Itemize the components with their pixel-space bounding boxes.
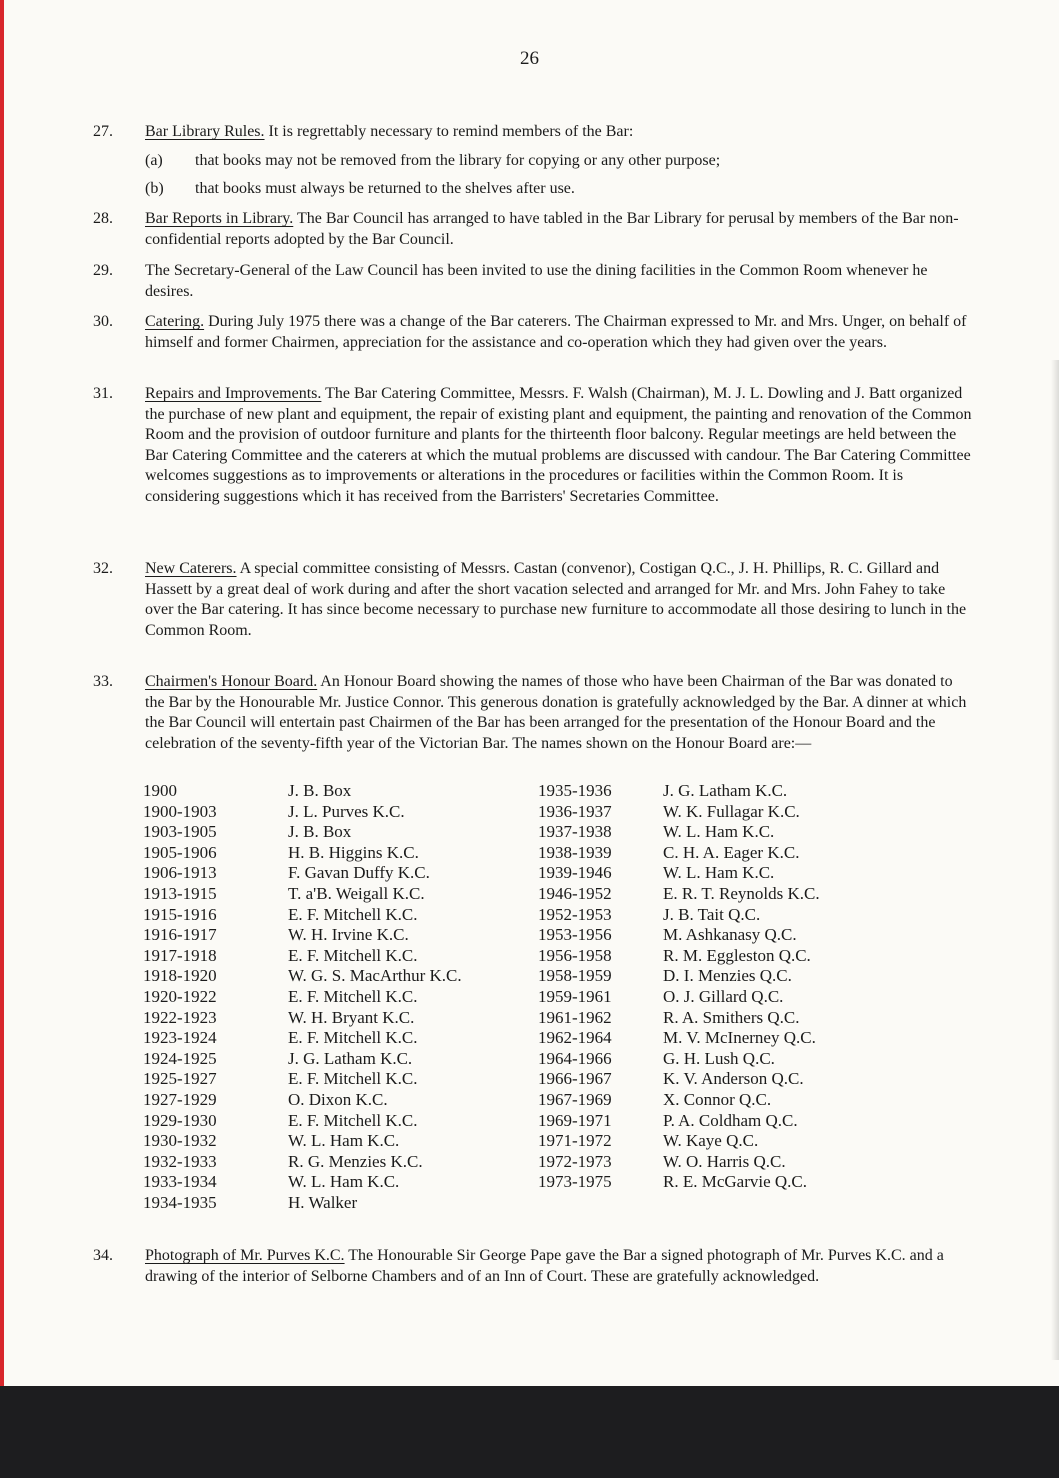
year-cell: 1961-1962 xyxy=(538,1007,612,1027)
year-cell: 1936-1937 xyxy=(538,801,612,821)
name-cell: E. F. Mitchell K.C. xyxy=(288,986,418,1006)
name-cell: W. K. Fullagar K.C. xyxy=(663,801,800,821)
year-cell: 1962-1964 xyxy=(538,1028,612,1048)
name-cell: R. A. Smithers Q.C. xyxy=(663,1007,800,1027)
year-cell: 1937-1938 xyxy=(538,822,612,842)
year-cell: 1923-1924 xyxy=(143,1028,217,1048)
name-cell: X. Connor Q.C. xyxy=(663,1089,772,1109)
name-cell: J. B. Box xyxy=(288,781,352,800)
name-cell: E. R. T. Reynolds K.C. xyxy=(663,883,820,903)
table-row xyxy=(143,1152,883,1173)
item-heading: Bar Reports in Library. xyxy=(145,210,294,227)
name-cell: D. I. Menzies Q.C. xyxy=(663,966,792,986)
year-cell: 1900 xyxy=(143,781,177,800)
name-cell: W. H. Irvine K.C. xyxy=(288,925,409,945)
table-row xyxy=(143,781,883,802)
table-row xyxy=(143,1111,883,1132)
item-heading: Repairs and Improvements. xyxy=(145,385,322,402)
item-number: 28. xyxy=(93,210,113,227)
year-cell: 1935-1936 xyxy=(538,781,612,800)
item-31 xyxy=(93,384,973,507)
name-cell: R. M. Eggleston Q.C. xyxy=(663,945,811,965)
page-number: 26 xyxy=(520,48,539,69)
name-cell: J. G. Latham K.C. xyxy=(288,1048,413,1068)
table-row xyxy=(143,1028,883,1049)
year-cell: 1903-1905 xyxy=(143,822,217,842)
table-row xyxy=(143,966,883,987)
name-cell: R. E. McGarvie Q.C. xyxy=(663,1172,808,1192)
table-row xyxy=(143,822,883,843)
item-number: 27. xyxy=(93,123,113,140)
table-row xyxy=(143,1008,883,1029)
scan-bottom-shadow xyxy=(0,1386,1059,1478)
year-cell: 1966-1967 xyxy=(538,1069,612,1089)
year-cell: 1917-1918 xyxy=(143,945,217,965)
item-text: The Bar Council has arranged to have tabled in the Bar Library for perusal by members of the Bar non-confidential reports adopted by the Bar Council. xyxy=(145,210,959,248)
table-row xyxy=(143,1069,883,1090)
year-cell: 1939-1946 xyxy=(538,863,612,883)
year-cell: 1925-1927 xyxy=(143,1069,217,1089)
year-cell: 1946-1952 xyxy=(538,883,612,903)
item-heading: New Caterers. xyxy=(145,560,237,577)
name-cell: W. L. Ham K.C. xyxy=(288,1131,400,1151)
name-cell: E. F. Mitchell K.C. xyxy=(288,945,418,965)
year-cell: 1905-1906 xyxy=(143,842,217,862)
name-cell: J. B. Tait Q.C. xyxy=(663,904,761,924)
item-32 xyxy=(93,559,973,641)
year-cell: 1964-1966 xyxy=(538,1048,612,1068)
page-edge-shadow xyxy=(1051,360,1059,1360)
item-heading: Catering. xyxy=(145,313,205,330)
name-cell: T. a'B. Weigall K.C. xyxy=(288,883,425,903)
name-cell: P. A. Coldham Q.C. xyxy=(663,1110,798,1130)
item-28 xyxy=(93,209,973,250)
name-cell: E. F. Mitchell K.C. xyxy=(288,1028,418,1048)
year-cell: 1933-1934 xyxy=(143,1172,217,1192)
item-heading: Bar Library Rules. xyxy=(145,123,265,140)
name-cell: W. Kaye Q.C. xyxy=(663,1131,759,1151)
item-text: The Secretary-General of the Law Council has been invited to use the dining facilities in the Common Room whenever he desires. xyxy=(145,262,928,300)
name-cell: W. L. Ham K.C. xyxy=(663,822,775,842)
table-row xyxy=(143,905,883,926)
name-cell: W. L. Ham K.C. xyxy=(288,1172,400,1192)
item-text: The Bar Catering Committee, Messrs. F. Walsh (Chairman), M. J. L. Dowling and J. Batt organized the purchase of new plant and equipment, the repair of existing plant and equipment, the painting and renovation of the Common Room and the provision of outdoor furniture and plants for the thirteenth floor balcony. Regular meetings are held between the Bar Catering Committee and the caterers at which the mutual problems are discussed with candour. The Bar Catering Committee welcomes suggestions as to improvements or alterations in the procedures or facilities within the Common Room. It is considering suggestions which it has received from the Barristers' Secretaries Committee. xyxy=(145,385,972,505)
year-cell: 1900-1903 xyxy=(143,801,217,821)
table-row xyxy=(143,802,883,823)
year-cell: 1906-1913 xyxy=(143,863,217,883)
item-text: A special committee consisting of Messrs. Castan (convenor), Costigan Q.C., J. H. Phillips, R. C. Gillard and Hassett by a great deal of work during and after the short vacation selected and arranged for Mr. and Mrs. John Fahey to take over the Bar catering. It has since become necessary to purchase new furniture to accommodate all those desiring to lunch in the Common Room. xyxy=(145,560,967,639)
item-number: 30. xyxy=(93,313,113,330)
item-34 xyxy=(93,1246,973,1287)
year-cell xyxy=(538,1193,663,1214)
margin-line xyxy=(0,0,4,1390)
year-cell: 1924-1925 xyxy=(143,1048,217,1068)
year-cell: 1953-1956 xyxy=(538,925,612,945)
year-cell: 1929-1930 xyxy=(143,1110,217,1130)
year-cell: 1958-1959 xyxy=(538,966,612,986)
name-cell: E. F. Mitchell K.C. xyxy=(288,1069,418,1089)
name-cell: W. G. S. MacArthur K.C. xyxy=(288,966,462,986)
item-29 xyxy=(93,261,973,302)
item-number: 31. xyxy=(93,385,113,402)
table-row xyxy=(143,863,883,884)
year-cell: 1915-1916 xyxy=(143,904,217,924)
year-cell: 1913-1915 xyxy=(143,883,217,903)
table-row xyxy=(143,1090,883,1111)
name-cell: E. F. Mitchell K.C. xyxy=(288,904,418,924)
name-cell: O. Dixon K.C. xyxy=(288,1089,388,1109)
year-cell: 1927-1929 xyxy=(143,1089,217,1109)
table-row xyxy=(143,843,883,864)
table-row xyxy=(143,1193,883,1214)
name-cell: W. L. Ham K.C. xyxy=(663,863,775,883)
subitem-b xyxy=(145,179,575,199)
name-cell xyxy=(663,1193,883,1214)
table-row xyxy=(143,884,883,905)
item-33 xyxy=(93,672,973,754)
subitem-text: that books may not be removed from the library for copying or any other purpose; xyxy=(195,152,721,169)
table-row xyxy=(143,1172,883,1193)
item-number: 29. xyxy=(93,262,113,279)
table-row xyxy=(143,987,883,1008)
item-heading: Photograph of Mr. Purves K.C. xyxy=(145,1247,345,1264)
subitem-a xyxy=(145,151,720,171)
year-cell: 1956-1958 xyxy=(538,945,612,965)
item-heading: Chairmen's Honour Board. xyxy=(145,673,318,690)
name-cell: F. Gavan Duffy K.C. xyxy=(288,863,430,883)
name-cell: H. Walker xyxy=(288,1192,358,1212)
honour-board-table xyxy=(143,781,883,1213)
item-text: During July 1975 there was a change of the Bar caterers. The Chairman expressed to Mr. and Mrs. Unger, on behalf of himself and former Chairmen, appreciation for the assistance and co-operation which they had given over the years. xyxy=(145,313,967,351)
year-cell: 1967-1969 xyxy=(538,1089,612,1109)
year-cell: 1952-1953 xyxy=(538,904,612,924)
name-cell: K. V. Anderson Q.C. xyxy=(663,1069,804,1089)
name-cell: W. O. Harris Q.C. xyxy=(663,1151,786,1171)
year-cell: 1916-1917 xyxy=(143,925,217,945)
name-cell: W. H. Bryant K.C. xyxy=(288,1007,415,1027)
item-number: 33. xyxy=(93,673,113,690)
year-cell: 1972-1973 xyxy=(538,1151,612,1171)
year-cell: 1932-1933 xyxy=(143,1151,217,1171)
name-cell: C. H. A. Eager K.C. xyxy=(663,842,800,862)
item-27 xyxy=(93,122,973,143)
year-cell: 1971-1972 xyxy=(538,1131,612,1151)
item-text: It is regrettably necessary to remind members of the Bar: xyxy=(264,123,634,140)
year-cell: 1959-1961 xyxy=(538,986,612,1006)
item-number: 34. xyxy=(93,1247,113,1264)
year-cell: 1938-1939 xyxy=(538,842,612,862)
year-cell: 1973-1975 xyxy=(538,1172,612,1192)
subitem-text: that books must always be returned to the shelves after use. xyxy=(195,180,575,197)
name-cell: J. B. Box xyxy=(288,822,352,842)
year-cell: 1934-1935 xyxy=(143,1192,217,1212)
year-cell: 1922-1923 xyxy=(143,1007,217,1027)
subitem-label: (b) xyxy=(145,180,164,197)
name-cell: H. B. Higgins K.C. xyxy=(288,842,419,862)
name-cell: O. J. Gillard Q.C. xyxy=(663,986,784,1006)
year-cell: 1920-1922 xyxy=(143,986,217,1006)
table-row xyxy=(143,1049,883,1070)
name-cell: J. G. Latham K.C. xyxy=(663,781,788,800)
item-number: 32. xyxy=(93,560,113,577)
item-text: An Honour Board showing the names of those who have been Chairman of the Bar was donated to the Bar by the Honourable Mr. Justice Connor. This generous donation is gratefully acknowledged by the Bar. A dinner at which the Bar Council will entertain past Chairmen of the Bar has been arranged for the presentation of the Honour Board and the celebration of the seventy-fifth year of the Victorian Bar. The names shown on the Honour Board are:— xyxy=(145,673,967,752)
table-row xyxy=(143,925,883,946)
name-cell: M. V. McInerney Q.C. xyxy=(663,1028,816,1048)
year-cell: 1918-1920 xyxy=(143,966,217,986)
year-cell: 1969-1971 xyxy=(538,1110,612,1130)
name-cell: J. L. Purves K.C. xyxy=(288,801,405,821)
name-cell: M. Ashkanasy Q.C. xyxy=(663,925,797,945)
subitem-label: (a) xyxy=(145,152,163,169)
name-cell: G. H. Lush Q.C. xyxy=(663,1048,775,1068)
table-row xyxy=(143,946,883,967)
table-row xyxy=(143,1131,883,1152)
year-cell: 1930-1932 xyxy=(143,1131,217,1151)
item-30 xyxy=(93,312,973,353)
item-text: The Honourable Sir George Pape gave the Bar a signed photograph of Mr. Purves K.C. and a drawing of the interior of Selborne Chambers and of an Inn of Court. These are gratefully acknowledged. xyxy=(145,1247,944,1285)
name-cell: R. G. Menzies K.C. xyxy=(288,1151,423,1171)
name-cell: E. F. Mitchell K.C. xyxy=(288,1110,418,1130)
